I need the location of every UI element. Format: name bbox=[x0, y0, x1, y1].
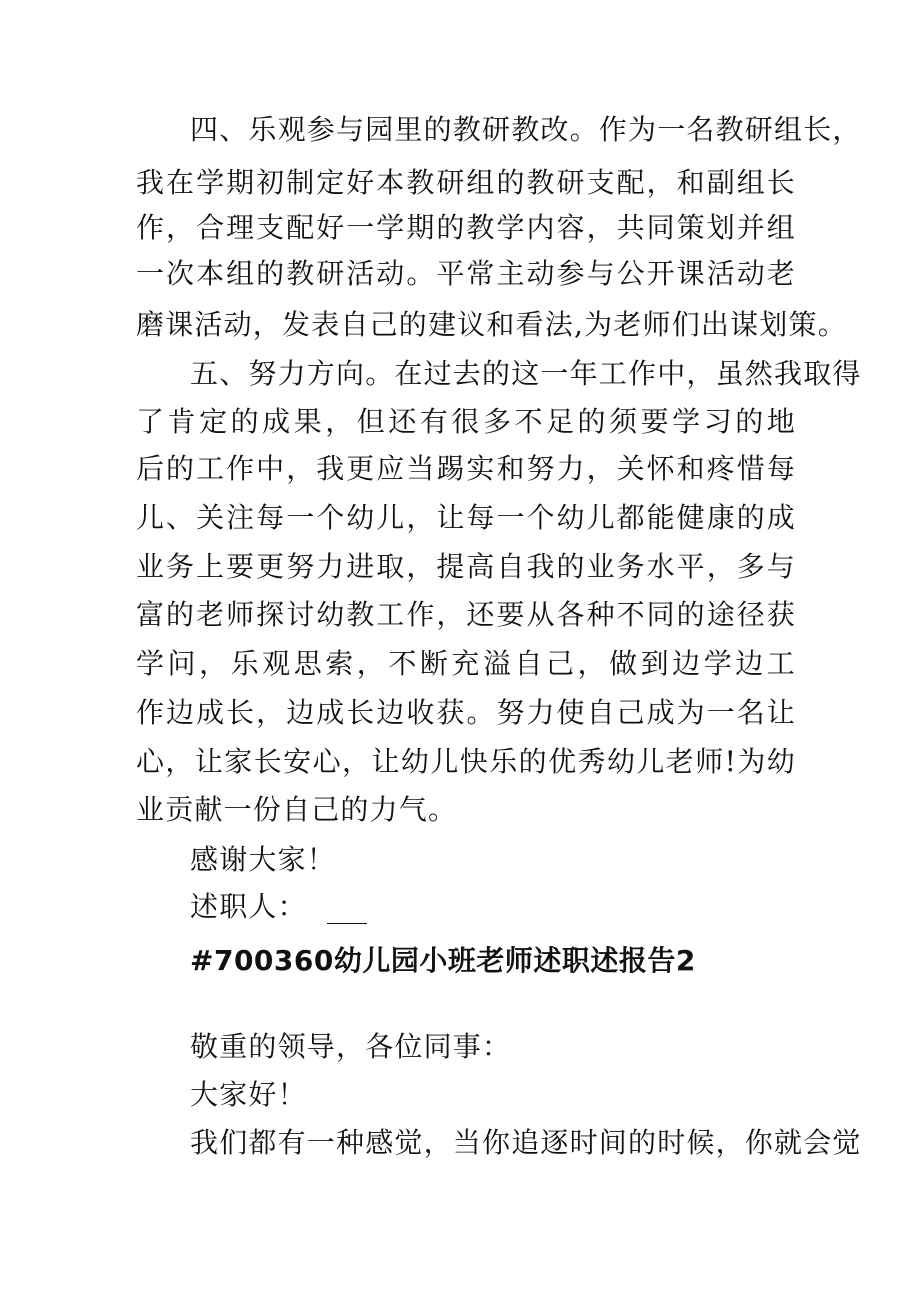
greeting-line: 敬重的领导，各位同事： bbox=[190, 1030, 512, 1063]
signature-blank bbox=[327, 897, 367, 924]
paragraph4-line-5: 磨课活动，发表自己的建议和看法,为老师们出谋划策。 bbox=[136, 308, 847, 341]
paragraph4-line-4: 一次本组的教研活动。平常主动参与公开课活动老 bbox=[136, 257, 796, 290]
paragraph5-line-9: 心，让家长安心，让幼儿快乐的优秀幼儿老师!为幼 bbox=[136, 745, 796, 778]
paragraph4-line-1: 四、乐观参与园里的教研教改。作为一名教研组长， bbox=[190, 113, 862, 146]
signature-line bbox=[190, 890, 850, 924]
paragraph5-line-4: 儿、关注每一个幼儿，让每一个幼儿都能健康的成 bbox=[136, 501, 796, 534]
hello-line: 大家好！ bbox=[190, 1078, 307, 1111]
paragraph5-line-8: 作边成长，边成长边收获。努力使自己成为一名让 bbox=[136, 696, 796, 729]
paragraph4-line-3: 作，合理支配好一学期的教学内容，共同策划并组 bbox=[136, 211, 796, 244]
paragraph5-line-6: 富的老师探讨幼教工作，还要从各种不同的途径获 bbox=[136, 598, 796, 631]
opening-line: 我们都有一种感觉，当你追逐时间的时候，你就会觉 bbox=[190, 1126, 862, 1159]
paragraph5-line-5: 业务上要更努力进取，提高自我的业务水平，多与 bbox=[136, 550, 796, 583]
thanks-line: 感谢大家！ bbox=[190, 843, 337, 876]
section-title: #700360幼儿园小班老师述职述报告2 bbox=[190, 944, 696, 977]
paragraph5-line-1: 五、努力方向。在过去的这一年工作中，虽然我取得 bbox=[190, 357, 862, 390]
paragraph5-line-3: 后的工作中，我更应当踢实和努力，关怀和疼惜每 bbox=[136, 452, 796, 485]
signature-label: 述职人： bbox=[190, 890, 307, 923]
paragraph5-line-2: 了肯定的成果，但还有很多不足的须要学习的地 bbox=[136, 405, 796, 438]
paragraph5-line-10: 业贡献一份自己的力气。 bbox=[136, 793, 458, 826]
paragraph5-line-7: 学问，乐观思索，不断充溢自己，做到边学边工 bbox=[136, 647, 796, 680]
paragraph4-line-2: 我在学期初制定好本教研组的教研支配，和副组长 bbox=[136, 166, 796, 199]
